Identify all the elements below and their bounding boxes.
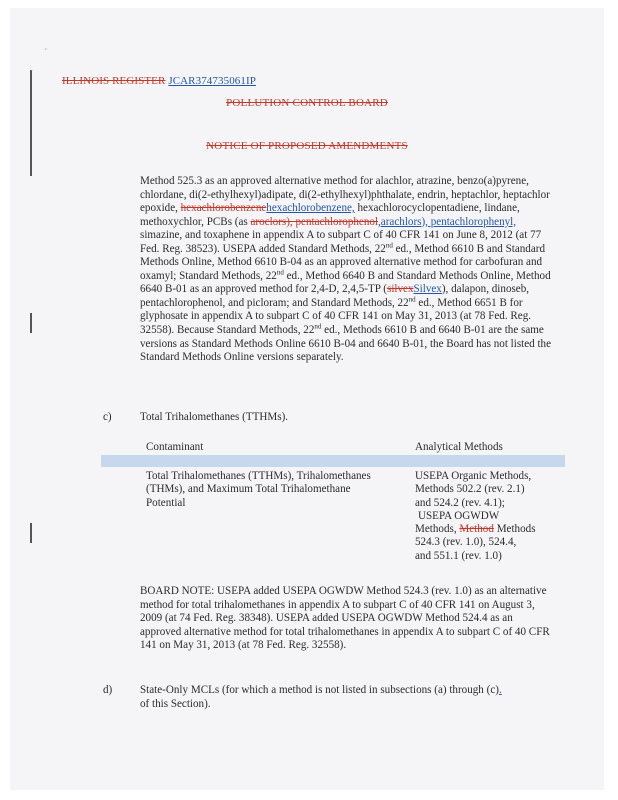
board-note: BOARD NOTE: USEPA added USEPA OGWDW Method 524.3 (rev. 1.0) as an alternative method for total trihalomethanes in appendix A to subpart C of 40 CFR 141 on August 3, 2009 (at 74 Fed. Reg. 38348). USEPA added USEPA OGWDW Method 524.4 as an approved alternative method for total trihalomethanes in appendix A to subpart C of 40 CFR 141 on May 31, 2013 (at 78 Fed. Reg. 32558). <box>140 585 550 652</box>
board-heading: POLLUTION CONTROL BOARD <box>226 97 388 109</box>
notice-heading: NOTICE OF PROPOSED AMENDMENTS <box>206 140 408 152</box>
scan-speck: · <box>30 66 34 77</box>
subsection-d-text: State-Only MCLs (for which a method is not listed in subsections (a) through (c). of this Section). <box>140 684 502 710</box>
change-bar <box>30 523 32 543</box>
subsection-c-label: c) <box>103 411 112 423</box>
scan-speck: ´ <box>44 48 48 59</box>
subsection-c-title: Total Trihalomethanes (TTHMs). <box>140 411 289 423</box>
subsection-d-label: d) <box>103 684 113 696</box>
contaminant-cell: Total Trihalomethanes (TTHMs), Trihalomethanes (THMs), and Maximum Total Trihalomethane Potential <box>146 470 371 509</box>
methods-paragraph: Method 525.3 as an approved alternative method for alachlor, atrazine, benzo(a)pyrene, chlordane, di(2-ethylhexyl)adipate, di(2-ethylhexyl)phthalate, endrin, heptachlor, heptachlor epoxide, hexachlorobenzenehexachlorobenzene, hexachlorocyclopentadiene, lindane, methoxychlor, PCBs (as aroclors), pentachlorophenol,arachlors), pentachlorophenyl, simazine, and toxaphene in appendix A to subpart C of 40 CFR 141 on June 8, 2012 (at 77 Fed. Reg. 38523). USEPA added Standard Methods, 22nd ed., Method 6610 B and Standard Methods Online, Method 6610 B-04 as an approved alternative method for carbofuran and oxamyl; Standard Methods, 22nd ed., Method 6640 B and Standard Methods Online, Method 6640 B-01 as an approved method for 2,4-D, 2,4,5-TP (silvexSilvex), dalapon, dinoseb, pentachlorophenol, and picloram; and Standard Methods, 22nd ed., Method 6651 B for glyphosate in appendix A to subpart C of 40 CFR 141 on May 31, 2013 (at 78 Fed. Reg. 32558). Because Standard Methods, 22nd ed., Methods 6610 B and 6640 B-01 are the same versions as Standard Methods Online 6610 B-04 and 6640 B-01, the Board has not listed the Standard Methods Online versions separately. <box>140 175 552 364</box>
change-bar <box>30 70 32 176</box>
change-bar <box>30 313 32 333</box>
methods-cell: USEPA Organic Methods, Methods 502.2 (rev. 2.1) and 524.2 (rev. 4.1); USEPA OGWDW Methods, Method Methods 524.3 (rev. 1.0), 524.4, and 551.1 (rev. 1.0) <box>415 470 536 562</box>
table-header-contaminant: Contaminant <box>146 441 204 453</box>
table-header-rule <box>101 455 565 467</box>
register-code: JCAR374735061IP <box>168 75 256 87</box>
register-header <box>62 75 256 87</box>
register-title: ILLINOIS REGISTER <box>62 75 166 87</box>
table-header-methods: Analytical Methods <box>415 441 503 453</box>
document-page <box>10 8 604 790</box>
